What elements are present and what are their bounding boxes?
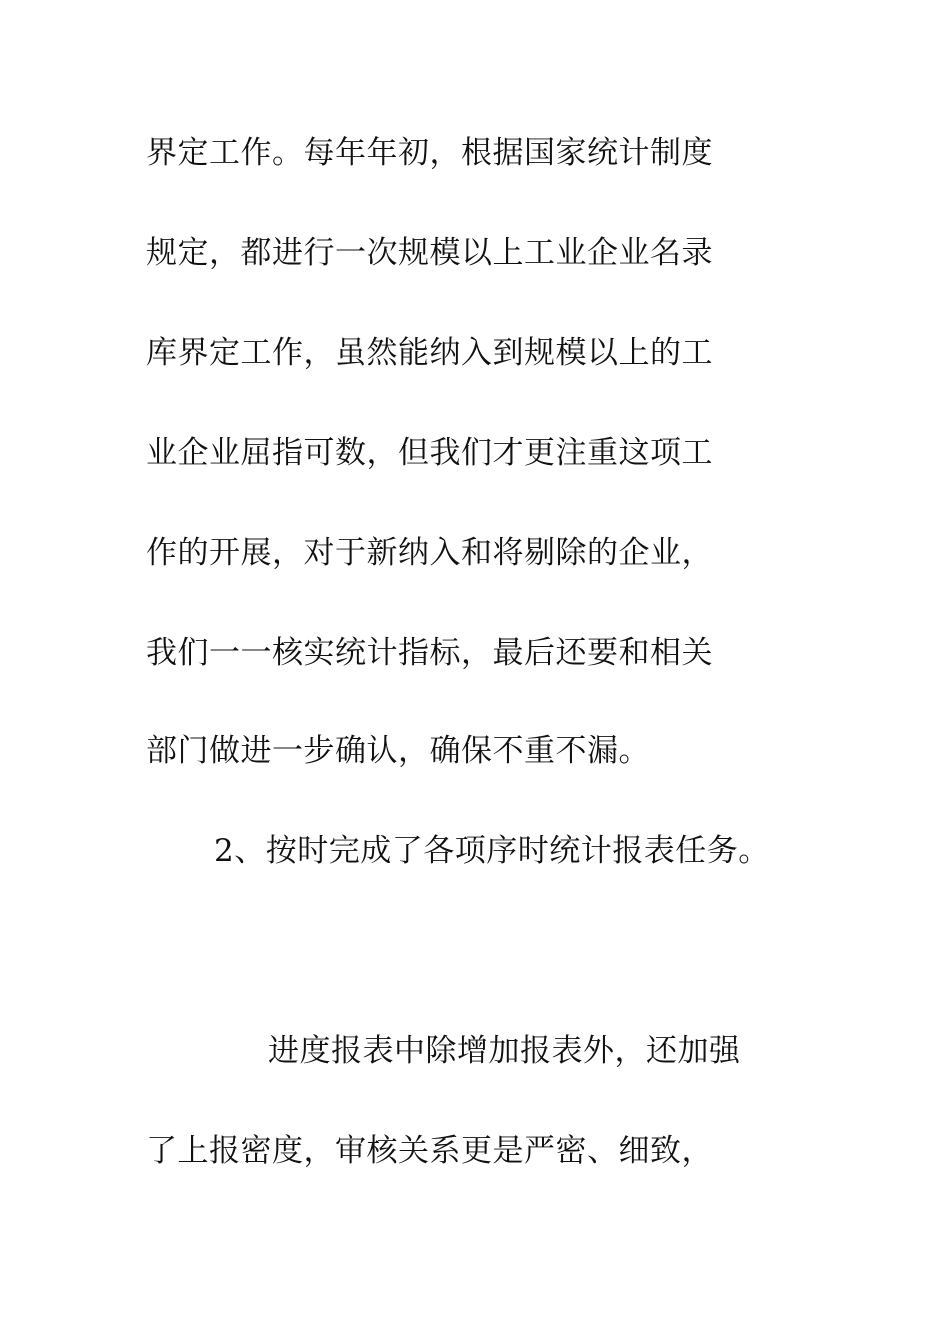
- paragraph-line: 界定工作。每年年初，根据国家统计制度: [146, 135, 713, 171]
- paragraph-line: 规定，都进行一次规模以上工业企业名录: [146, 235, 713, 271]
- section-heading: 2、按时完成了各项序时统计报表任务。: [214, 833, 770, 869]
- paragraph-line: 作的开展，对于新纳入和将剔除的企业，: [146, 535, 713, 571]
- paragraph-line: 库界定工作，虽然能纳入到规模以上的工: [146, 335, 713, 371]
- paragraph-line: 我们一一核实统计指标，最后还要和相关: [146, 635, 713, 671]
- paragraph-line: 部门做进一步确认，确保不重不漏。: [146, 733, 650, 769]
- paragraph-line: 业企业屈指可数，但我们才更注重这项工: [146, 435, 713, 471]
- paragraph-line: 了上报密度，审核关系更是严密、细致，: [146, 1133, 713, 1169]
- paragraph-line: 进度报表中除增加报表外，还加强: [268, 1033, 741, 1069]
